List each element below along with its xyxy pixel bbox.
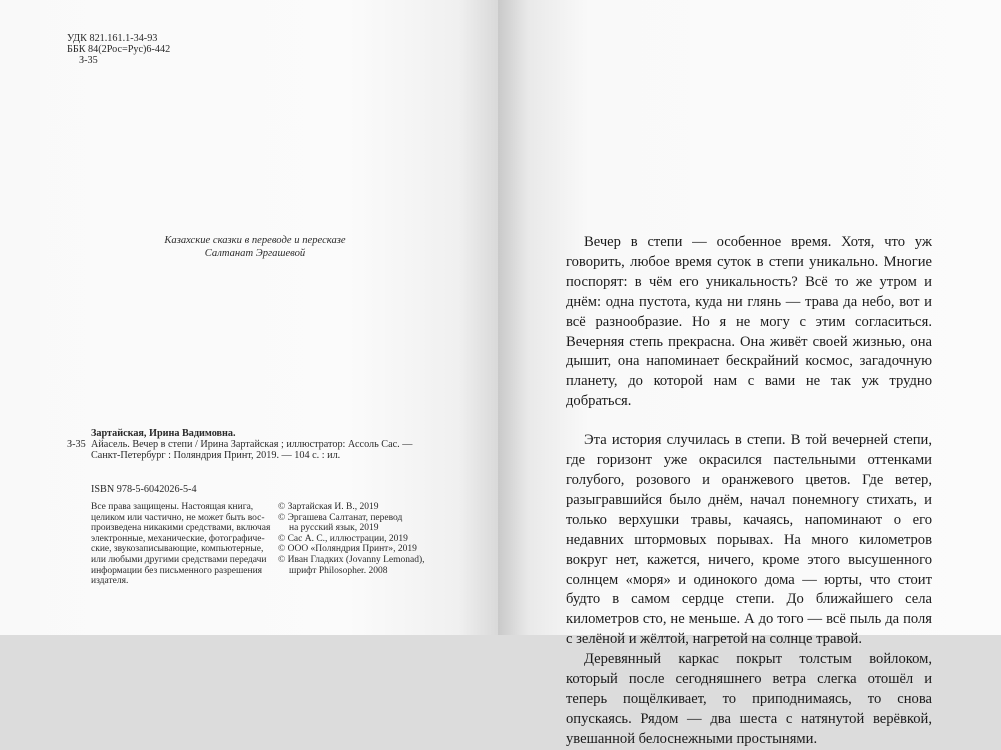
rights-line: ские, звукозаписывающие, компьютерные, (91, 544, 264, 555)
copyright-line: © ООО «Поляндрия Принт», 2019 (278, 544, 417, 555)
rights-line: целиком или частично, не может быть вос- (91, 512, 265, 523)
copyright-list (278, 502, 468, 576)
story-text (566, 233, 932, 750)
rights-line: произведена никакими средствами, включая (91, 523, 271, 534)
copyright-line: © Сас А. С., иллюстрации, 2019 (278, 533, 408, 544)
rights-line: издателя. (91, 576, 129, 587)
translation-credit (130, 234, 380, 260)
record-author: Зартайская, Ирина Вадимовна. (91, 428, 236, 439)
record-publisher-line: Санкт-Петербург : Поляндрия Принт, 2019. — 104 с. : ил. (91, 450, 341, 461)
rights-line: или любыми другими средствами передачи (91, 554, 267, 565)
paragraph: Деревянный каркас покрыт толстым войлоком, который после сегодняшнего ветра слегка отошёл и теперь пощёлкивает, то приподнимаясь, то снова опускаясь. Рядом — два шеста с натянутой верёвкой, увешанной белоснежными простынями. (566, 651, 932, 747)
copyright-line: © Иван Гладких (Jovanny Lemonad), (278, 554, 425, 565)
record-title-line: Айасель. Вечер в степи / Ирина Зартайская ; иллюстратор: Ассоль Сас. — (91, 439, 413, 450)
udk-code: УДК 821.161.1-34-93 (67, 33, 158, 44)
isbn: ISBN 978-5-6042026-5-4 (91, 484, 197, 495)
bibliographic-record (67, 428, 437, 461)
classification-block (67, 33, 170, 66)
copyright-line: на русский язык, 2019 (289, 523, 379, 534)
record-code: З-35 (67, 439, 86, 450)
rights-notice (91, 502, 273, 587)
rights-line: Все права защищены. Настоящая книга, (91, 502, 254, 512)
rights-line: информации без письменного разрешения (91, 565, 263, 576)
paragraph: Вечер в степи — особенное время. Хотя, что уж говорить, любое время суток в степи уникально. Многие поспорят: в чём его уникальность? Всё то же утром и днём: одна пустота, куда ни глянь — трава да небо, вот и всё разнообразие. Но я не могу с этим согласиться. Вечерняя степь прекрасна. Она живёт своей жизнью, она дышит, она напоминает бескрайний космос, загадочную планету, до которой нам с вами не так уж трудно добраться. (566, 234, 932, 410)
author-mark: З-35 (79, 55, 98, 66)
rights-line: электронные, механические, фотографиче- (91, 533, 265, 544)
paragraph: Эта история случилась в степи. В той вечерней степи, где горизонт уже окрасился пастельными оттенками голубого, розового и оранжевого цветов. Где ветер, разыгравшийся было днём, начал понемногу стихать, и только верхушки травы, качаясь, напоминают о его недавних штормовых порывах. На много километров вокруг нет, кажется, ничего, кроме этого высушенного солнцем «моря» и одинокого дома — юрты, что стоит будто в самом сердце степи. До ближайшего села километров сто, не меньше. А до того — всё пыль да поля с зелёной и жёлтой, нагретой на солнце травой. (566, 432, 932, 648)
translation-credit-line: Казахские сказки в переводе и пересказе (164, 235, 346, 246)
copyright-line: © Эргашева Салтанат, перевод (278, 512, 403, 523)
copyright-line: © Зартайская И. В., 2019 (278, 502, 379, 512)
bbk-code: ББК 84(2Рос=Рус)6-442 (67, 44, 171, 55)
left-page (0, 0, 498, 635)
copyright-line: шрифт Philosopher. 2008 (289, 565, 388, 576)
translator-name: Салтанат Эргашевой (204, 248, 306, 259)
